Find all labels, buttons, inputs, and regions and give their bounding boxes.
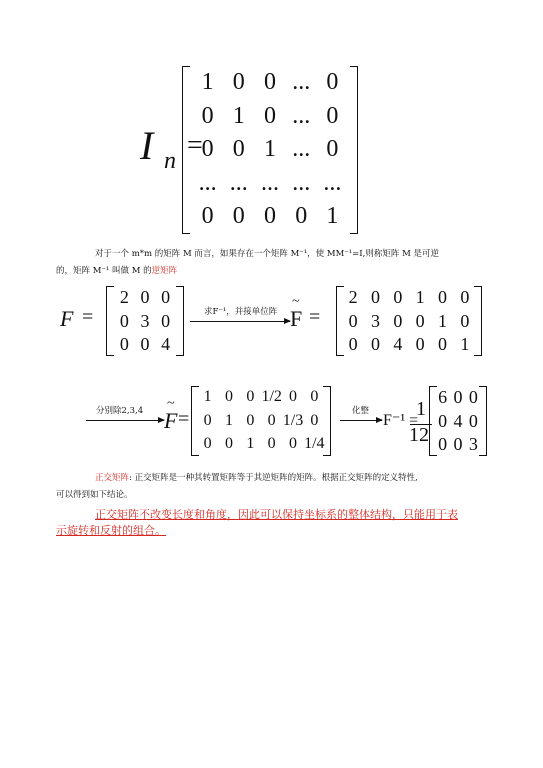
matrix-cell: 0 (201, 136, 214, 163)
eq1-equals: = (82, 306, 94, 328)
matrix-cell: 2 (348, 287, 358, 308)
matrix-cell: 0 (263, 203, 276, 230)
matrix-cell: 0 (203, 411, 212, 429)
eq2-result-matrix (429, 386, 487, 456)
matrix-cell: 1 (246, 435, 255, 453)
matrix-cell: 4 (161, 333, 171, 354)
matrix-cell: 0 (267, 411, 276, 429)
matrix-cell: 2 (119, 287, 129, 308)
matrix-cell: ... (292, 102, 311, 129)
matrix-cell: ... (323, 169, 342, 196)
matrix-cell: ... (229, 169, 248, 196)
eq2-arrow (86, 420, 164, 421)
matrix-cell: 1/2 (261, 388, 282, 406)
matrix-cell: 0 (453, 433, 463, 454)
matrix-cell: 1 (326, 203, 339, 230)
eq1-rhs-equals: = (309, 306, 321, 328)
eq2-frac-den: 12 (409, 424, 429, 446)
matrix-cell: 6 (438, 387, 448, 408)
matrix-cell: ... (292, 136, 311, 163)
equation-2 (86, 382, 506, 462)
matrix-cell: 0 (295, 203, 308, 230)
matrix-cell: 0 (415, 310, 425, 331)
eq2-lhs: F (164, 408, 178, 433)
eq2-frac-num: 1 (416, 398, 426, 420)
eq2-arrow-label: 分别除2,3,4 (96, 406, 144, 416)
matrix-cell: 3 (468, 433, 478, 454)
matrix-cell: ... (292, 169, 311, 196)
matrix-cell: 4 (453, 410, 463, 431)
matrix-cell: 0 (288, 388, 297, 406)
matrix-cell: 0 (232, 69, 245, 95)
matrix-cell: 0 (201, 203, 214, 230)
identity-matrix (182, 66, 358, 234)
matrix-cell: 0 (438, 410, 448, 431)
inverse-definition-prefix: 的，矩阵 M⁻¹ 叫做 M 的 (56, 266, 152, 276)
matrix-cell: 1 (232, 102, 245, 129)
identity-matrix-equation (140, 66, 370, 234)
eq1-arrow-label: 求F⁻¹，并接单位阵 (204, 307, 278, 317)
eq2-arrow2-label: 化整 (352, 406, 370, 416)
eq2-tilde: ~ (167, 396, 175, 411)
matrix-cell: 0 (437, 333, 447, 354)
matrix-cell: 0 (267, 435, 276, 453)
matrix-cell: 0 (161, 310, 171, 331)
eq1-rhs: F (290, 306, 303, 331)
matrix-cell: 0 (140, 287, 150, 308)
matrix-cell: ... (198, 169, 217, 196)
ortho-line1 (95, 471, 418, 486)
ortho-line2: 可以得到如下结论。 (56, 490, 133, 500)
matrix-cell: 0 (288, 435, 297, 453)
matrix-cell: ... (260, 169, 279, 196)
matrix-cell: 0 (370, 287, 380, 308)
matrix-cell: 0 (224, 388, 233, 406)
matrix-cell: 0 (348, 333, 358, 354)
matrix-cell: 1/4 (304, 435, 325, 453)
identity-symbol: I (140, 123, 154, 168)
eq1-F-matrix (106, 286, 184, 356)
matrix-cell: 0 (201, 102, 214, 129)
eq1-arrow (190, 321, 290, 322)
matrix-cell: 0 (348, 310, 358, 331)
inverse-definition-line2 (56, 264, 177, 279)
matrix-cell: 0 (310, 388, 319, 406)
matrix-cell: 0 (460, 310, 470, 331)
eq2-arrow2 (340, 420, 382, 421)
matrix-cell: 1 (437, 310, 447, 331)
matrix-cell: 1 (263, 136, 276, 163)
matrix-cell: 0 (203, 435, 212, 453)
matrix-cell: 0 (263, 102, 276, 129)
matrix-cell: 1/3 (282, 411, 304, 429)
ortho-conclusion-line2: 示旋转和反射的组合。 (56, 524, 166, 537)
matrix-cell: 0 (224, 435, 233, 453)
eq2-equals: = (178, 408, 190, 430)
matrix-cell: 0 (468, 410, 478, 431)
matrix-cell: 0 (246, 411, 255, 429)
matrix-cell: 0 (232, 203, 245, 230)
matrix-cell: 1 (201, 69, 214, 95)
eq2-augmented-matrix (191, 386, 331, 456)
matrix-cell: 0 (437, 287, 447, 308)
matrix-cell: 1 (415, 287, 425, 308)
matrix-cell: 0 (393, 287, 403, 308)
matrix-cell: 0 (161, 287, 171, 308)
ortho-conclusion-line1: 正交矩阵不改变长度和角度，因此可以保持坐标系的整体结构，只能用于表 (95, 508, 458, 521)
matrix-cell: 0 (326, 136, 339, 163)
matrix-cell: 0 (232, 136, 245, 163)
matrix-cell: 1 (460, 333, 470, 354)
matrix-cell: 0 (393, 310, 403, 331)
identity-equals: = (187, 130, 203, 161)
eq2-result-lhs: F⁻¹ = (383, 412, 419, 429)
matrix-cell: 0 (140, 333, 150, 354)
eq1-augmented-matrix (336, 286, 482, 356)
ortho-line1-rest: : 正交矩阵是一种其转置矩阵等于其逆矩阵的矩阵。根据正交矩阵的定义特性, (129, 473, 418, 483)
matrix-cell: 1 (203, 388, 212, 406)
matrix-cell: 0 (263, 69, 276, 95)
matrix-cell: 0 (326, 102, 339, 129)
matrix-cell: 0 (415, 333, 425, 354)
matrix-cell: 0 (370, 333, 380, 354)
matrix-cell: 0 (438, 433, 448, 454)
eq1-tilde: ~ (292, 294, 300, 309)
matrix-cell: 1 (224, 411, 233, 429)
ortho-label: 正交矩阵 (95, 473, 130, 483)
matrix-cell: 0 (246, 388, 255, 406)
inverse-definition-line1: 对于一个 m*m 的矩阵 M 而言，如果存在一个矩阵 M⁻¹，使 MM⁻¹=I,则称矩阵 M 是可逆 (95, 249, 439, 259)
matrix-cell: 0 (119, 310, 129, 331)
matrix-cell: ... (292, 69, 311, 95)
matrix-cell: 3 (140, 310, 150, 331)
matrix-cell: 0 (460, 287, 470, 308)
equation-1 (56, 284, 486, 356)
matrix-cell: 0 (326, 69, 339, 95)
matrix-cell: 0 (310, 411, 319, 429)
inverse-matrix-term: 逆矩阵 (151, 266, 178, 276)
eq1-lhs: F (60, 306, 74, 331)
matrix-cell: 0 (453, 387, 463, 408)
matrix-cell: 0 (119, 333, 129, 354)
matrix-cell: 0 (468, 387, 478, 408)
matrix-cell: 4 (393, 333, 403, 354)
matrix-cell: 3 (370, 310, 380, 331)
identity-subscript: n (164, 148, 176, 174)
